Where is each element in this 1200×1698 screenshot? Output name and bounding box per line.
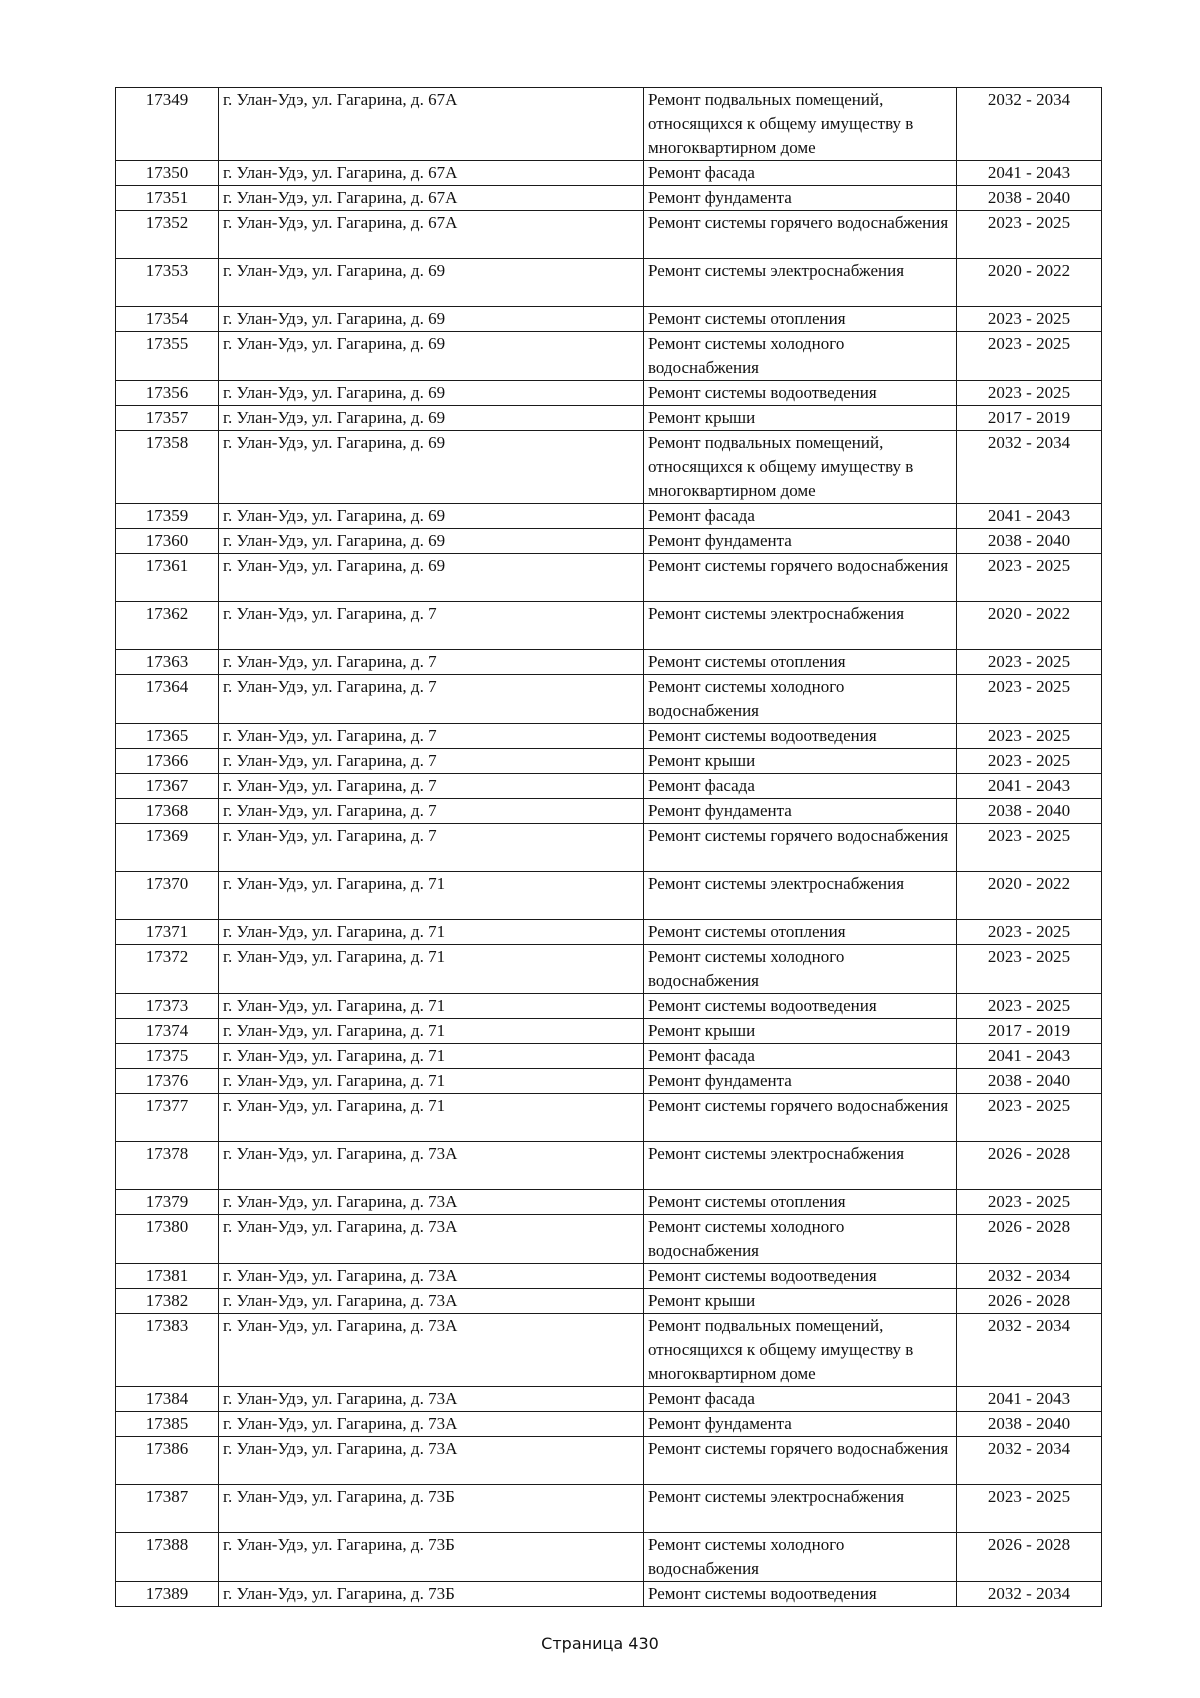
period-cell: 2023 - 2025 xyxy=(957,724,1102,749)
work-type-cell: Ремонт системы горячего водоснабжения xyxy=(644,1437,957,1485)
period-cell: 2023 - 2025 xyxy=(957,675,1102,724)
address-cell: г. Улан-Удэ, ул. Гагарина, д. 73А xyxy=(219,1190,644,1215)
row-number-cell: 17377 xyxy=(116,1094,219,1142)
table-row xyxy=(116,724,1102,749)
period-cell: 2023 - 2025 xyxy=(957,920,1102,945)
address-cell: г. Улан-Удэ, ул. Гагарина, д. 67А xyxy=(219,161,644,186)
work-type-cell: Ремонт фасада xyxy=(644,1387,957,1412)
address-cell: г. Улан-Удэ, ул. Гагарина, д. 73Б xyxy=(219,1485,644,1533)
work-type-cell: Ремонт системы холодного водоснабжения xyxy=(644,1533,957,1582)
period-cell: 2038 - 2040 xyxy=(957,1069,1102,1094)
address-cell: г. Улан-Удэ, ул. Гагарина, д. 71 xyxy=(219,920,644,945)
period-cell: 2023 - 2025 xyxy=(957,381,1102,406)
work-type-cell: Ремонт фундамента xyxy=(644,1069,957,1094)
table-row xyxy=(116,602,1102,650)
period-cell: 2023 - 2025 xyxy=(957,650,1102,675)
address-cell: г. Улан-Удэ, ул. Гагарина, д. 7 xyxy=(219,824,644,872)
period-cell: 2023 - 2025 xyxy=(957,1094,1102,1142)
table-row xyxy=(116,1289,1102,1314)
table-row xyxy=(116,1485,1102,1533)
row-number-cell: 17381 xyxy=(116,1264,219,1289)
address-cell: г. Улан-Удэ, ул. Гагарина, д. 71 xyxy=(219,1094,644,1142)
row-number-cell: 17386 xyxy=(116,1437,219,1485)
row-number-cell: 17349 xyxy=(116,88,219,161)
address-cell: г. Улан-Удэ, ул. Гагарина, д. 73А xyxy=(219,1264,644,1289)
row-number-cell: 17389 xyxy=(116,1582,219,1607)
row-number-cell: 17368 xyxy=(116,799,219,824)
row-number-cell: 17382 xyxy=(116,1289,219,1314)
period-cell: 2017 - 2019 xyxy=(957,406,1102,431)
period-cell: 2023 - 2025 xyxy=(957,211,1102,259)
work-type-cell: Ремонт подвальных помещений, относящихся к общему имуществу в многоквартирном доме xyxy=(644,431,957,504)
work-type-cell: Ремонт подвальных помещений, относящихся к общему имуществу в многоквартирном доме xyxy=(644,1314,957,1387)
period-cell: 2026 - 2028 xyxy=(957,1289,1102,1314)
work-type-cell: Ремонт крыши xyxy=(644,1019,957,1044)
work-type-cell: Ремонт фундамента xyxy=(644,186,957,211)
period-cell: 2032 - 2034 xyxy=(957,1314,1102,1387)
work-type-cell: Ремонт системы электроснабжения xyxy=(644,1142,957,1190)
address-cell: г. Улан-Удэ, ул. Гагарина, д. 69 xyxy=(219,406,644,431)
period-cell: 2032 - 2034 xyxy=(957,1264,1102,1289)
row-number-cell: 17364 xyxy=(116,675,219,724)
address-cell: г. Улан-Удэ, ул. Гагарина, д. 69 xyxy=(219,307,644,332)
row-number-cell: 17360 xyxy=(116,529,219,554)
row-number-cell: 17365 xyxy=(116,724,219,749)
address-cell: г. Улан-Удэ, ул. Гагарина, д. 7 xyxy=(219,799,644,824)
work-type-cell: Ремонт системы холодного водоснабжения xyxy=(644,945,957,994)
address-cell: г. Улан-Удэ, ул. Гагарина, д. 69 xyxy=(219,529,644,554)
row-number-cell: 17385 xyxy=(116,1412,219,1437)
row-number-cell: 17370 xyxy=(116,872,219,920)
row-number-cell: 17369 xyxy=(116,824,219,872)
table-row xyxy=(116,1142,1102,1190)
work-type-cell: Ремонт системы водоотведения xyxy=(644,1582,957,1607)
row-number-cell: 17352 xyxy=(116,211,219,259)
address-cell: г. Улан-Удэ, ул. Гагарина, д. 7 xyxy=(219,749,644,774)
work-type-cell: Ремонт системы холодного водоснабжения xyxy=(644,675,957,724)
address-cell: г. Улан-Удэ, ул. Гагарина, д. 67А xyxy=(219,88,644,161)
row-number-cell: 17380 xyxy=(116,1215,219,1264)
period-cell: 2032 - 2034 xyxy=(957,1582,1102,1607)
period-cell: 2020 - 2022 xyxy=(957,872,1102,920)
period-cell: 2026 - 2028 xyxy=(957,1533,1102,1582)
period-cell: 2023 - 2025 xyxy=(957,824,1102,872)
address-cell: г. Улан-Удэ, ул. Гагарина, д. 71 xyxy=(219,1044,644,1069)
work-type-cell: Ремонт системы отопления xyxy=(644,307,957,332)
work-type-cell: Ремонт крыши xyxy=(644,1289,957,1314)
period-cell: 2038 - 2040 xyxy=(957,186,1102,211)
period-cell: 2020 - 2022 xyxy=(957,602,1102,650)
period-cell: 2023 - 2025 xyxy=(957,332,1102,381)
work-type-cell: Ремонт крыши xyxy=(644,406,957,431)
address-cell: г. Улан-Удэ, ул. Гагарина, д. 7 xyxy=(219,650,644,675)
table-row xyxy=(116,650,1102,675)
table-row xyxy=(116,920,1102,945)
row-number-cell: 17351 xyxy=(116,186,219,211)
table-row xyxy=(116,259,1102,307)
address-cell: г. Улан-Удэ, ул. Гагарина, д. 71 xyxy=(219,1069,644,1094)
table-row xyxy=(116,381,1102,406)
work-type-cell: Ремонт системы холодного водоснабжения xyxy=(644,332,957,381)
work-type-cell: Ремонт системы отопления xyxy=(644,650,957,675)
table-row xyxy=(116,749,1102,774)
work-type-cell: Ремонт системы горячего водоснабжения xyxy=(644,1094,957,1142)
row-number-cell: 17366 xyxy=(116,749,219,774)
work-type-cell: Ремонт системы горячего водоснабжения xyxy=(644,211,957,259)
table-row xyxy=(116,675,1102,724)
work-type-cell: Ремонт фундамента xyxy=(644,529,957,554)
row-number-cell: 17359 xyxy=(116,504,219,529)
period-cell: 2023 - 2025 xyxy=(957,307,1102,332)
address-cell: г. Улан-Удэ, ул. Гагарина, д. 73Б xyxy=(219,1582,644,1607)
table-row xyxy=(116,161,1102,186)
period-cell: 2038 - 2040 xyxy=(957,1412,1102,1437)
table-row xyxy=(116,307,1102,332)
address-cell: г. Улан-Удэ, ул. Гагарина, д. 69 xyxy=(219,381,644,406)
work-type-cell: Ремонт системы электроснабжения xyxy=(644,602,957,650)
page-number: Страница 430 xyxy=(541,1634,659,1653)
row-number-cell: 17357 xyxy=(116,406,219,431)
table-row xyxy=(116,186,1102,211)
table-row xyxy=(116,431,1102,504)
period-cell: 2026 - 2028 xyxy=(957,1142,1102,1190)
address-cell: г. Улан-Удэ, ул. Гагарина, д. 67А xyxy=(219,211,644,259)
work-type-cell: Ремонт системы водоотведения xyxy=(644,381,957,406)
row-number-cell: 17361 xyxy=(116,554,219,602)
period-cell: 2038 - 2040 xyxy=(957,529,1102,554)
row-number-cell: 17363 xyxy=(116,650,219,675)
period-cell: 2041 - 2043 xyxy=(957,1044,1102,1069)
row-number-cell: 17378 xyxy=(116,1142,219,1190)
period-cell: 2038 - 2040 xyxy=(957,799,1102,824)
row-number-cell: 17353 xyxy=(116,259,219,307)
work-type-cell: Ремонт фасада xyxy=(644,774,957,799)
address-cell: г. Улан-Удэ, ул. Гагарина, д. 73А xyxy=(219,1215,644,1264)
period-cell: 2020 - 2022 xyxy=(957,259,1102,307)
address-cell: г. Улан-Удэ, ул. Гагарина, д. 7 xyxy=(219,724,644,749)
row-number-cell: 17373 xyxy=(116,994,219,1019)
work-type-cell: Ремонт системы отопления xyxy=(644,1190,957,1215)
table-row xyxy=(116,332,1102,381)
work-type-cell: Ремонт фундамента xyxy=(644,1412,957,1437)
period-cell: 2023 - 2025 xyxy=(957,749,1102,774)
row-number-cell: 17367 xyxy=(116,774,219,799)
period-cell: 2032 - 2034 xyxy=(957,1437,1102,1485)
period-cell: 2023 - 2025 xyxy=(957,554,1102,602)
row-number-cell: 17379 xyxy=(116,1190,219,1215)
table-row xyxy=(116,1215,1102,1264)
row-number-cell: 17376 xyxy=(116,1069,219,1094)
period-cell: 2041 - 2043 xyxy=(957,1387,1102,1412)
table-body xyxy=(116,88,1102,1607)
row-number-cell: 17383 xyxy=(116,1314,219,1387)
work-type-cell: Ремонт фасада xyxy=(644,161,957,186)
period-cell: 2023 - 2025 xyxy=(957,945,1102,994)
table-row xyxy=(116,1094,1102,1142)
row-number-cell: 17355 xyxy=(116,332,219,381)
row-number-cell: 17371 xyxy=(116,920,219,945)
work-type-cell: Ремонт системы горячего водоснабжения xyxy=(644,554,957,602)
address-cell: г. Улан-Удэ, ул. Гагарина, д. 69 xyxy=(219,431,644,504)
table-row xyxy=(116,1190,1102,1215)
table-row xyxy=(116,1314,1102,1387)
work-type-cell: Ремонт системы отопления xyxy=(644,920,957,945)
work-type-cell: Ремонт системы холодного водоснабжения xyxy=(644,1215,957,1264)
period-cell: 2023 - 2025 xyxy=(957,994,1102,1019)
table-row xyxy=(116,211,1102,259)
capital-repair-table xyxy=(115,87,1102,1607)
period-cell: 2032 - 2034 xyxy=(957,431,1102,504)
period-cell: 2041 - 2043 xyxy=(957,504,1102,529)
row-number-cell: 17372 xyxy=(116,945,219,994)
address-cell: г. Улан-Удэ, ул. Гагарина, д. 71 xyxy=(219,945,644,994)
address-cell: г. Улан-Удэ, ул. Гагарина, д. 67А xyxy=(219,186,644,211)
table-row xyxy=(116,1044,1102,1069)
address-cell: г. Улан-Удэ, ул. Гагарина, д. 73А xyxy=(219,1314,644,1387)
row-number-cell: 17375 xyxy=(116,1044,219,1069)
address-cell: г. Улан-Удэ, ул. Гагарина, д. 69 xyxy=(219,259,644,307)
address-cell: г. Улан-Удэ, ул. Гагарина, д. 71 xyxy=(219,872,644,920)
period-cell: 2026 - 2028 xyxy=(957,1215,1102,1264)
table-row xyxy=(116,945,1102,994)
work-type-cell: Ремонт системы электроснабжения xyxy=(644,259,957,307)
address-cell: г. Улан-Удэ, ул. Гагарина, д. 71 xyxy=(219,1019,644,1044)
row-number-cell: 17374 xyxy=(116,1019,219,1044)
table-row xyxy=(116,824,1102,872)
table-row xyxy=(116,1387,1102,1412)
table-row xyxy=(116,1412,1102,1437)
address-cell: г. Улан-Удэ, ул. Гагарина, д. 7 xyxy=(219,675,644,724)
period-cell: 2032 - 2034 xyxy=(957,88,1102,161)
table-row xyxy=(116,799,1102,824)
table-row xyxy=(116,406,1102,431)
row-number-cell: 17354 xyxy=(116,307,219,332)
address-cell: г. Улан-Удэ, ул. Гагарина, д. 69 xyxy=(219,332,644,381)
table-row xyxy=(116,554,1102,602)
row-number-cell: 17350 xyxy=(116,161,219,186)
table-row xyxy=(116,529,1102,554)
address-cell: г. Улан-Удэ, ул. Гагарина, д. 73А xyxy=(219,1412,644,1437)
period-cell: 2023 - 2025 xyxy=(957,1485,1102,1533)
period-cell: 2041 - 2043 xyxy=(957,161,1102,186)
table-row xyxy=(116,1264,1102,1289)
work-type-cell: Ремонт системы водоотведения xyxy=(644,994,957,1019)
period-cell: 2041 - 2043 xyxy=(957,774,1102,799)
table-row xyxy=(116,994,1102,1019)
work-type-cell: Ремонт подвальных помещений, относящихся к общему имуществу в многоквартирном доме xyxy=(644,88,957,161)
table-row xyxy=(116,774,1102,799)
period-cell: 2017 - 2019 xyxy=(957,1019,1102,1044)
row-number-cell: 17388 xyxy=(116,1533,219,1582)
address-cell: г. Улан-Удэ, ул. Гагарина, д. 73Б xyxy=(219,1533,644,1582)
table-row xyxy=(116,88,1102,161)
address-cell: г. Улан-Удэ, ул. Гагарина, д. 73А xyxy=(219,1437,644,1485)
address-cell: г. Улан-Удэ, ул. Гагарина, д. 69 xyxy=(219,554,644,602)
table-row xyxy=(116,1069,1102,1094)
row-number-cell: 17358 xyxy=(116,431,219,504)
address-cell: г. Улан-Удэ, ул. Гагарина, д. 71 xyxy=(219,994,644,1019)
address-cell: г. Улан-Удэ, ул. Гагарина, д. 73А xyxy=(219,1142,644,1190)
row-number-cell: 17384 xyxy=(116,1387,219,1412)
row-number-cell: 17356 xyxy=(116,381,219,406)
work-type-cell: Ремонт системы электроснабжения xyxy=(644,1485,957,1533)
work-type-cell: Ремонт фасада xyxy=(644,504,957,529)
work-type-cell: Ремонт системы водоотведения xyxy=(644,724,957,749)
table-row xyxy=(116,1582,1102,1607)
work-type-cell: Ремонт фасада xyxy=(644,1044,957,1069)
table-row xyxy=(116,504,1102,529)
table-row xyxy=(116,1437,1102,1485)
address-cell: г. Улан-Удэ, ул. Гагарина, д. 73А xyxy=(219,1387,644,1412)
work-type-cell: Ремонт крыши xyxy=(644,749,957,774)
address-cell: г. Улан-Удэ, ул. Гагарина, д. 7 xyxy=(219,602,644,650)
work-type-cell: Ремонт системы горячего водоснабжения xyxy=(644,824,957,872)
table-row xyxy=(116,1019,1102,1044)
work-type-cell: Ремонт системы водоотведения xyxy=(644,1264,957,1289)
work-type-cell: Ремонт фундамента xyxy=(644,799,957,824)
row-number-cell: 17362 xyxy=(116,602,219,650)
work-type-cell: Ремонт системы электроснабжения xyxy=(644,872,957,920)
address-cell: г. Улан-Удэ, ул. Гагарина, д. 7 xyxy=(219,774,644,799)
table-row xyxy=(116,1533,1102,1582)
period-cell: 2023 - 2025 xyxy=(957,1190,1102,1215)
address-cell: г. Улан-Удэ, ул. Гагарина, д. 73А xyxy=(219,1289,644,1314)
row-number-cell: 17387 xyxy=(116,1485,219,1533)
address-cell: г. Улан-Удэ, ул. Гагарина, д. 69 xyxy=(219,504,644,529)
table-row xyxy=(116,872,1102,920)
